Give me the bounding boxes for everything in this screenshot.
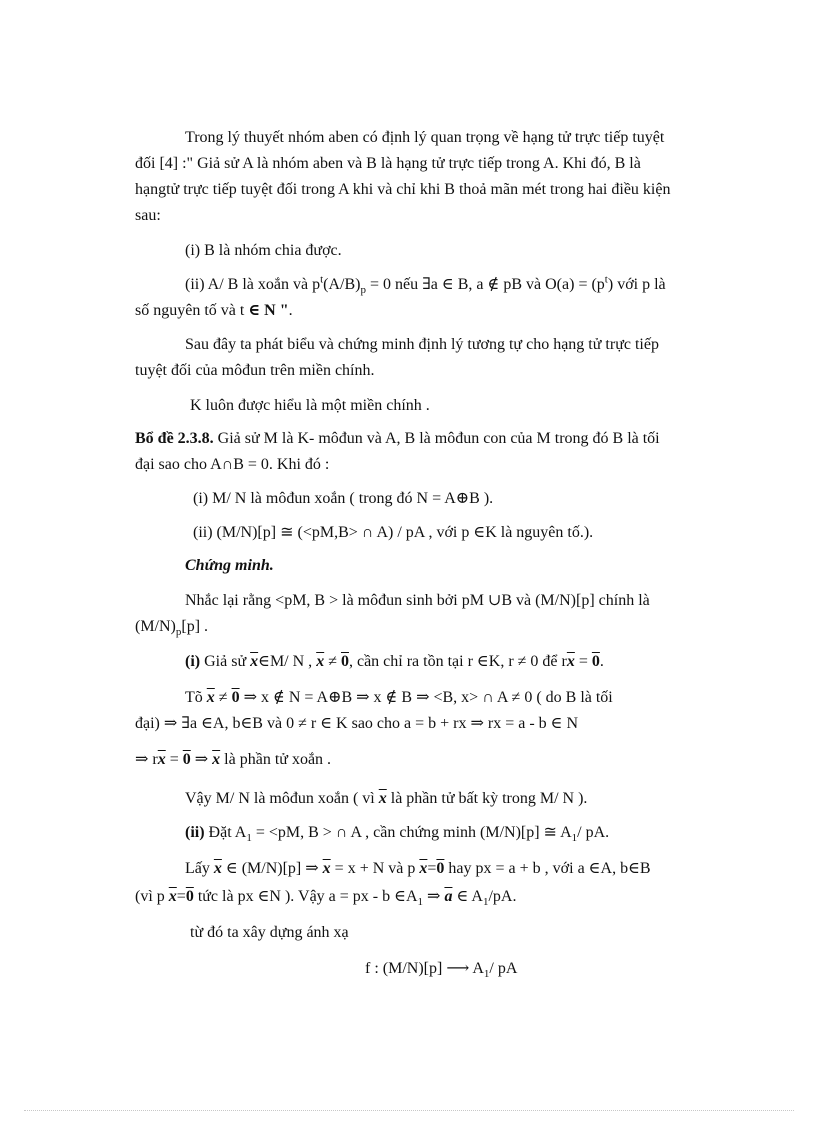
proof-title: Chứng minh. xyxy=(185,557,274,574)
paragraph-line: Trong lý thuyết nhóm aben có định lý quan trọng về hạng tử trực tiếp tuyệt xyxy=(185,129,665,146)
lemma-item-i: (i) M/ N là môđun xoắn ( trong đó N = A⊕B ). xyxy=(193,490,494,507)
recall-line-continued: $(M/N)_p[p]$ . xyxy=(135,618,209,639)
proof-step-line: ⇒ $r\overline{x} = 0$ ⇒ $\overline{x}$ là phần tử xoắn . xyxy=(135,751,332,768)
map-formula: f : (M/N)[p] ⟶ $A_1/$ pA xyxy=(365,960,518,981)
condition-ii-continued: số nguyên tố và t ∈ N ". xyxy=(135,302,293,319)
paragraph-line: tuyệt đối của môđun trên miền chính. xyxy=(135,362,375,379)
paragraph-line: hạngtử trực tiếp tuyệt đối trong A khi và chỉ khi B thoả mãn mét trong hai điều kiện xyxy=(135,181,671,198)
construct-line: từ đó ta xây dựng ánh xạ xyxy=(190,924,349,941)
proof-step-line: Lấy $\overline{x}$ ∈ (M/N)[p] ⇒ $\overline{x} = x + N$ và p $\overline{x}=0$ hay px = a + b , với a ∈A, b∈B xyxy=(185,860,651,877)
proof-part-ii: (ii) Đặt $A_1 = <pM$, B > ∩ A , cần chứng minh (M/N)[p] ≅ $A_1/$ pA. xyxy=(185,824,610,845)
recall-line: Nhắc lại rằng <pM, B > là môđun sinh bởi pM ∪B và (M/N)[p] chính là xyxy=(185,592,650,609)
lemma-title: Bổ đề 2.3.8. xyxy=(135,430,214,447)
condition-i: (i) B là nhóm chia được. xyxy=(185,242,342,259)
page-bottom-divider xyxy=(24,1110,794,1111)
lemma-item-ii: (ii) (M/N)[p] ≅ (<pM,B> ∩ A) / pA , với p ∈K là nguyên tố.). xyxy=(193,524,594,541)
proof-step-line: đại) ⇒ ∃a ∈A, b∈B và 0 ≠ r ∈ K sao cho a = b + rx ⇒ rx = a - b ∈ N xyxy=(135,715,579,732)
paragraph-line: sau: xyxy=(135,207,161,224)
condition-ii: (ii) A/ B là xoắn và $p^t(A/B)_p = 0$ nếu ∃a ∈ B, a ∉ pB và $O(a) = (p^t)$ với p là xyxy=(185,273,666,297)
paragraph-line: đối [4] :" Giả sử A là nhóm aben và B là hạng tử trực tiếp trong A. Khi đó, B là xyxy=(135,155,641,172)
proof-part-i: (i) Giả sử $\overline{x}\in M/$ N , $\overline{x} \ne 0$, cần chỉ ra tồn tại r ∈K, r ≠ 0 để $r\overline{x} = 0$. xyxy=(185,653,604,670)
proof-step-line: Tõ $\overline{x} \ne 0$ ⇒ x ∉ N = A⊕B ⇒ x ∉ B ⇒ <B, x> ∩ A ≠ 0 ( do B là tối xyxy=(185,689,613,706)
conclusion-line: Vậy M/ N là môđun xoắn ( vì $\overline{x}$ là phần tử bất kỳ trong M/ N ). xyxy=(185,790,588,807)
paragraph-line: K luôn được hiểu là một miền chính . xyxy=(190,397,430,414)
lemma-statement: Bổ đề 2.3.8. Giả sử M là K- môđun và A, B là môđun con của M trong đó B là tối xyxy=(135,430,660,447)
lemma-statement-continued: đại sao cho A∩B = 0. Khi đó : xyxy=(135,456,330,473)
proof-step-line: (vì p $\overline{x}=0$ tức là px ∈N ). Vậy a = px - b $\in A_1$ ⇒ $\overline{a}$ ∈ $A_1/pA$. xyxy=(135,888,517,909)
paragraph-line: Sau đây ta phát biểu và chứng minh định lý tương tự cho hạng tử trực tiếp xyxy=(185,336,659,353)
